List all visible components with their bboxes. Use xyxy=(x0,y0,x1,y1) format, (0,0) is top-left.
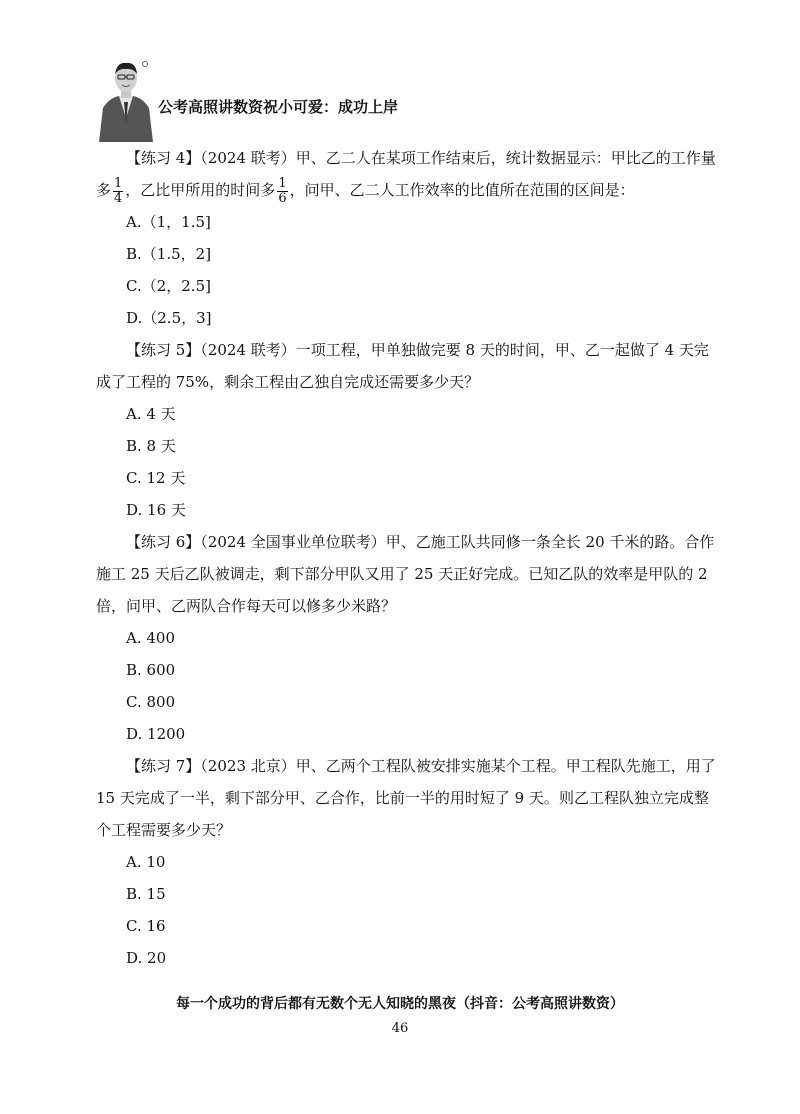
question-stem: 【练习 7】（2023 北京）甲、乙两个工程队被安排实施某个工程。甲工程队先施工，用了 15 天完成了一半，剩下部分甲、乙合作，比前一半的用时短了 9 天。则乙工程队独立完成整个工程需要多少天？ xyxy=(96,757,716,839)
option-d: D. 16 天 xyxy=(126,501,186,519)
option-c: C. 12 天 xyxy=(126,469,186,487)
page-number: 46 xyxy=(391,1021,409,1036)
question-stem-part: ，问甲、乙二人工作效率的比值所在范围的区间是： xyxy=(289,181,635,199)
option-b: B.（1.5，2] xyxy=(126,245,212,263)
question-stem-part: ，乙比甲所用的时间多 xyxy=(125,181,276,199)
footer-slogan: 每一个成功的背后都有无数个无人知晓的黑夜（抖音：公考高照讲数资） xyxy=(176,996,624,1012)
option-c: C. 16 xyxy=(126,917,166,935)
header-title: 公考高照讲数资祝小可爱：成功上岸 xyxy=(158,98,399,116)
teacher-avatar xyxy=(95,58,157,142)
exercise-content xyxy=(96,142,716,974)
question-7 xyxy=(96,750,716,974)
fraction-numerator: 1 xyxy=(278,175,287,191)
question-5 xyxy=(96,334,716,526)
option-d: D.（2.5，3] xyxy=(126,309,212,327)
option-b: B. 600 xyxy=(126,661,176,679)
question-stem xyxy=(96,142,716,206)
option-d: D. 1200 xyxy=(126,725,186,743)
question-stem: 【练习 6】（2024 全国事业单位联考）甲、乙施工队共同修一条全长 20 千米的路。合作施工 25 天后乙队被调走，剩下部分甲队又用了 25 天正好完成。已知乙队的效率是甲队的 2 倍，问甲、乙两队合作每天可以修多少米路？ xyxy=(96,533,715,615)
option-c: C.（2，2.5] xyxy=(126,277,211,295)
option-a: A.（1，1.5] xyxy=(126,213,211,231)
fraction-numerator: 1 xyxy=(114,175,123,191)
page-header xyxy=(95,58,695,142)
fraction-denominator: 4 xyxy=(114,190,123,206)
option-a: A. 10 xyxy=(126,853,166,871)
option-a: A. 400 xyxy=(126,629,175,647)
option-a: A. 4 天 xyxy=(126,405,176,423)
option-c: C. 800 xyxy=(126,693,176,711)
fraction xyxy=(113,177,123,206)
option-d: D. 20 xyxy=(126,949,167,967)
question-4 xyxy=(96,142,716,334)
question-stem-part: 【练习 4】（2024 联考）甲、乙二人在某项工作结束后，统计数据显示：甲比乙的工作量多 xyxy=(96,149,716,199)
question-stem: 【练习 5】（2024 联考）一项工程，甲单独做完要 8 天的时间，甲、乙一起做了 4 天完成了工程的 75%，剩余工程由乙独自完成还需要多少天？ xyxy=(96,341,709,391)
fraction xyxy=(277,177,287,206)
fraction-denominator: 6 xyxy=(278,190,287,206)
question-6 xyxy=(96,526,716,750)
option-b: B. 8 天 xyxy=(126,437,176,455)
option-b: B. 15 xyxy=(126,885,166,903)
